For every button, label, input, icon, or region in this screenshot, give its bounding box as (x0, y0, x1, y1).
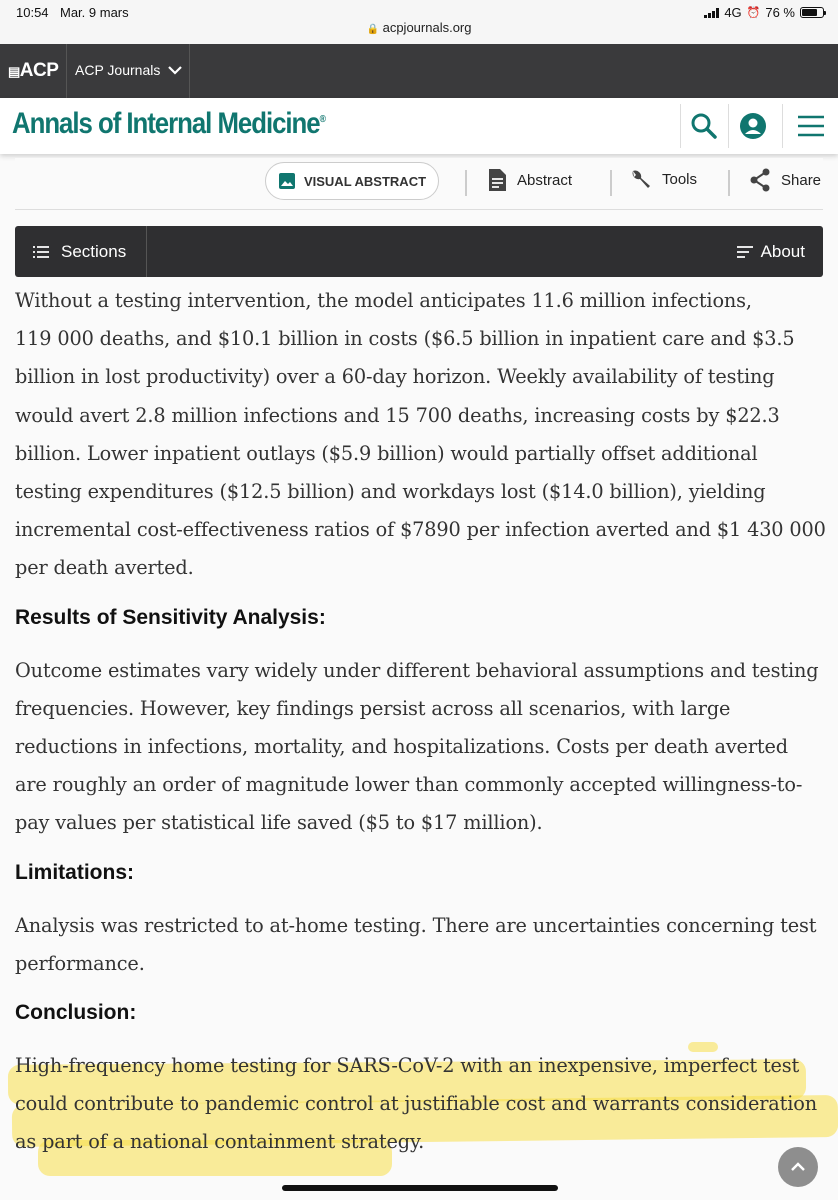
abstract-label: Abstract (517, 171, 573, 189)
acp-top-bar (0, 44, 838, 98)
acp-logo-mark-icon: ▤ (8, 64, 20, 79)
journal-header (0, 98, 838, 154)
acp-journals-menu[interactable] (75, 62, 182, 78)
hamburger-menu-icon (797, 115, 825, 137)
sensitivity-paragraph: Outcome estimates vary widely under different behavioral assumptions and testing frequencies. However, key findings persist across all scenarios, with large reductions in infections, mortality, and hospitalizations. Costs per death averted are roughly an order of magnitude lower than commonly accepted willingness-to- pay values per statistical life saved ($5 to $17 million). (15, 658, 819, 835)
sections-label: Sections (61, 241, 127, 261)
address-bar[interactable] (0, 20, 838, 35)
lock-icon: 🔒 (366, 24, 379, 35)
article-toolbar (15, 158, 823, 210)
home-indicator[interactable] (282, 1185, 558, 1191)
chevron-up-icon (790, 1162, 806, 1172)
status-indicators (704, 5, 824, 20)
image-icon (278, 172, 296, 190)
menu-button[interactable] (789, 106, 833, 146)
share-label: Share (781, 171, 822, 189)
wrench-icon (630, 168, 652, 190)
sections-bar (15, 226, 823, 277)
acp-logo[interactable]: ▤ACP (8, 60, 59, 81)
sort-lines-icon (737, 246, 753, 258)
divider (728, 170, 730, 196)
user-icon (739, 112, 767, 140)
divider (728, 104, 729, 148)
document-icon (487, 168, 507, 192)
alarm-icon: ⏰ (746, 7, 761, 19)
tools-label: Tools (662, 170, 698, 188)
signal-icon (704, 8, 719, 18)
acp-journals-label: ACP Journals (75, 62, 161, 78)
chevron-down-icon (168, 65, 182, 75)
divider (66, 44, 67, 98)
divider (189, 44, 190, 98)
registered-mark: ® (319, 114, 325, 125)
divider (680, 104, 681, 148)
abstract-button[interactable] (487, 168, 572, 192)
conclusion-paragraph: High-frequency home testing for SARS-CoV-2 with an inexpensive, imperfect test could contribute to pandemic control at justifiable cost and warrants consideration as part of a national containment strategy. (15, 1054, 817, 1154)
network-type: 4G (724, 5, 742, 20)
battery-fill (802, 9, 817, 16)
visual-abstract-button[interactable] (265, 162, 439, 200)
about-button[interactable] (737, 226, 805, 277)
conclusion-heading: Conclusion: (15, 1001, 137, 1025)
sensitivity-heading: Results of Sensitivity Analysis: (15, 605, 326, 629)
results-paragraph: Without a testing intervention, the model anticipates 11.6 million infections, 119 000 deaths, and $10.1 billion in costs ($6.5 billion in inpatient care and $3.5 billion in lost productivity) over a 60-day horizon. Weekly availability of testing would avert 2.8 million infections and 15 700 deaths, increasing costs by $22.3 billion. Lower inpatient outlays ($5.9 billion) would partially offset additional testing expenditures ($12.5 billion) and workdays lost ($14.0 billion), yielding incremental cost-effectiveness ratios of $7890 per infection averted and $1 430 000 per death averted. (15, 289, 826, 580)
limitations-heading: Limitations: (15, 860, 134, 884)
about-label: About (760, 241, 805, 261)
divider (610, 170, 612, 196)
search-icon (690, 112, 718, 140)
visual-abstract-label: VISUAL ABSTRACT (303, 173, 427, 189)
search-button[interactable] (682, 106, 726, 146)
status-bar (0, 0, 838, 44)
status-time: 10:54 (16, 5, 49, 20)
share-button[interactable] (749, 168, 821, 192)
account-button[interactable] (731, 106, 775, 146)
scroll-to-top-button[interactable] (778, 1147, 818, 1187)
sections-button[interactable] (15, 226, 147, 277)
divider (782, 104, 783, 148)
journal-logo[interactable]: Annals of Internal Medicine® (12, 107, 325, 140)
share-icon (749, 168, 771, 192)
limitations-paragraph: Analysis was restricted to at-home testing. There are uncertainties concerning test performance. (15, 913, 817, 975)
list-icon (33, 246, 49, 258)
abstract-content (15, 282, 825, 1162)
status-date: Mar. 9 mars (60, 5, 129, 20)
battery-percent: 76 % (765, 5, 795, 20)
divider (465, 170, 467, 196)
address-url: acpjournals.org (382, 20, 472, 35)
battery-icon (800, 7, 824, 18)
tools-button[interactable] (630, 168, 697, 190)
